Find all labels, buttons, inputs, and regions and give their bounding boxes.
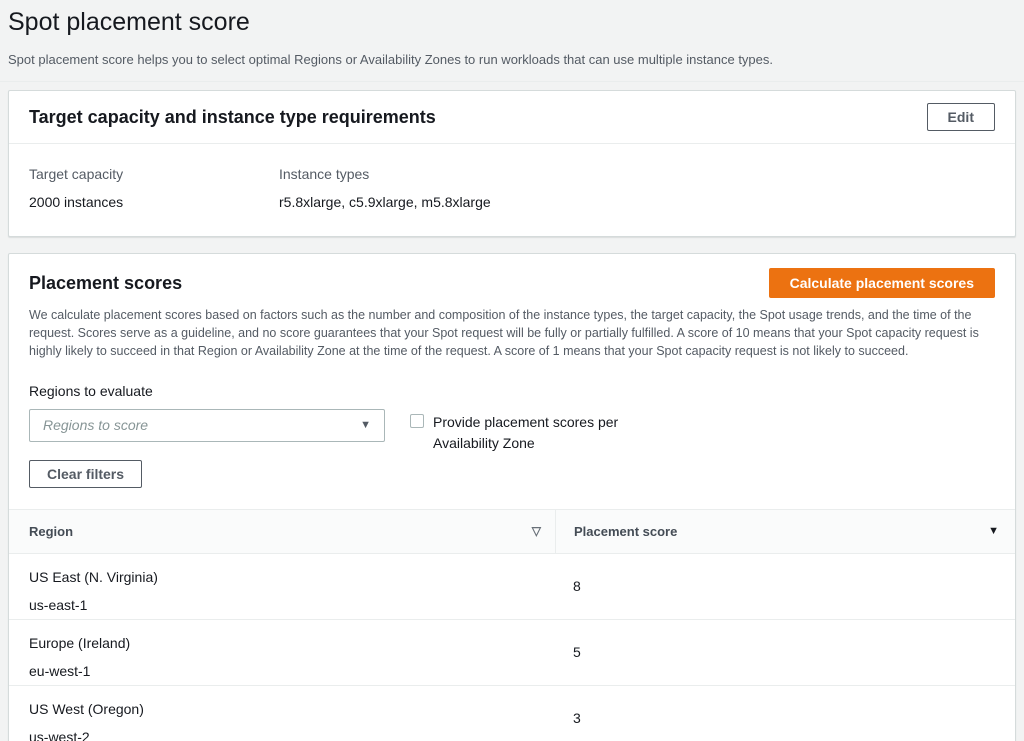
placement-score-cell: 5 [573,644,581,661]
instance-types-value: r5.8xlarge, c5.9xlarge, m5.8xlarge [279,194,491,211]
region-name: US West (Oregon) [29,700,144,717]
placement-scores-card [8,253,1016,741]
region-cell [9,554,555,619]
placement-description: We calculate placement scores based on factors such as the number and composition of the instance types, the target capacity, the Spot usage trends, and the time of the request. Scores serve as a guideline, and no score guarantees that your Spot request will be fully or partially fulfilled. A score of 10 means that your Spot capacity request is highly likely to succeed in that Region or Availability Zone at the time of the request. A score of 1 means that your Spot capacity request is not likely to succeed. [29,308,979,359]
placement-score-cell: 3 [573,710,581,727]
page-title: Spot placement score [8,8,250,36]
region-code: us-west-2 [29,728,90,741]
placement-score-column-label: Placement score [574,523,678,539]
filters-section [9,361,1015,488]
table-row[interactable] [9,620,1015,686]
page-description: Spot placement score helps you to select optimal Regions or Availability Zones to run workloads that can use multiple instance types. [8,52,774,67]
target-capacity-value: 2000 instances [29,194,124,211]
placement-scores-table [9,509,1015,741]
requirements-card-title: Target capacity and instance type requirements [29,106,436,127]
calculate-placement-scores-button[interactable]: Calculate placement scores [769,268,995,298]
region-cell [9,620,555,685]
placement-score-column-header[interactable] [555,510,1015,553]
regions-select[interactable] [29,409,385,442]
placement-card-header [9,254,1015,304]
region-column-label: Region [29,523,74,539]
region-sort-icon[interactable]: ▽ [531,524,541,539]
region-name: Europe (Ireland) [29,634,131,651]
region-cell [9,686,555,741]
az-scores-checkbox-label[interactable]: Provide placement scores per Availability Zone [433,413,619,451]
table-header-row [9,510,1015,554]
page-header [0,0,1024,82]
target-capacity-label: Target capacity [29,166,124,183]
region-code: eu-west-1 [29,662,91,679]
table-row[interactable] [9,554,1015,620]
az-scores-checkbox[interactable] [410,414,424,428]
edit-button[interactable]: Edit [927,103,995,131]
requirements-card [8,90,1016,237]
target-capacity-field [29,166,279,210]
region-column-header[interactable] [9,510,555,553]
region-name: US East (N. Virginia) [29,568,158,585]
instance-types-label: Instance types [279,166,370,183]
table-row[interactable] [9,686,1015,741]
filters-row [29,409,995,454]
requirements-card-body [9,144,1015,236]
clear-filters-button[interactable]: Clear filters [29,460,142,488]
region-code: us-east-1 [29,596,88,613]
placement-score-sort-icon[interactable]: ▼ [988,525,999,538]
instance-types-field [279,166,491,210]
az-checkbox-group [410,409,685,454]
regions-to-evaluate-label: Regions to evaluate [29,382,153,399]
requirements-card-header [9,91,1015,144]
chevron-down-icon: ▼ [360,418,371,431]
placement-score-cell: 8 [573,578,581,595]
regions-select-placeholder: Regions to score [43,417,149,434]
placement-card-title: Placement scores [29,272,183,293]
